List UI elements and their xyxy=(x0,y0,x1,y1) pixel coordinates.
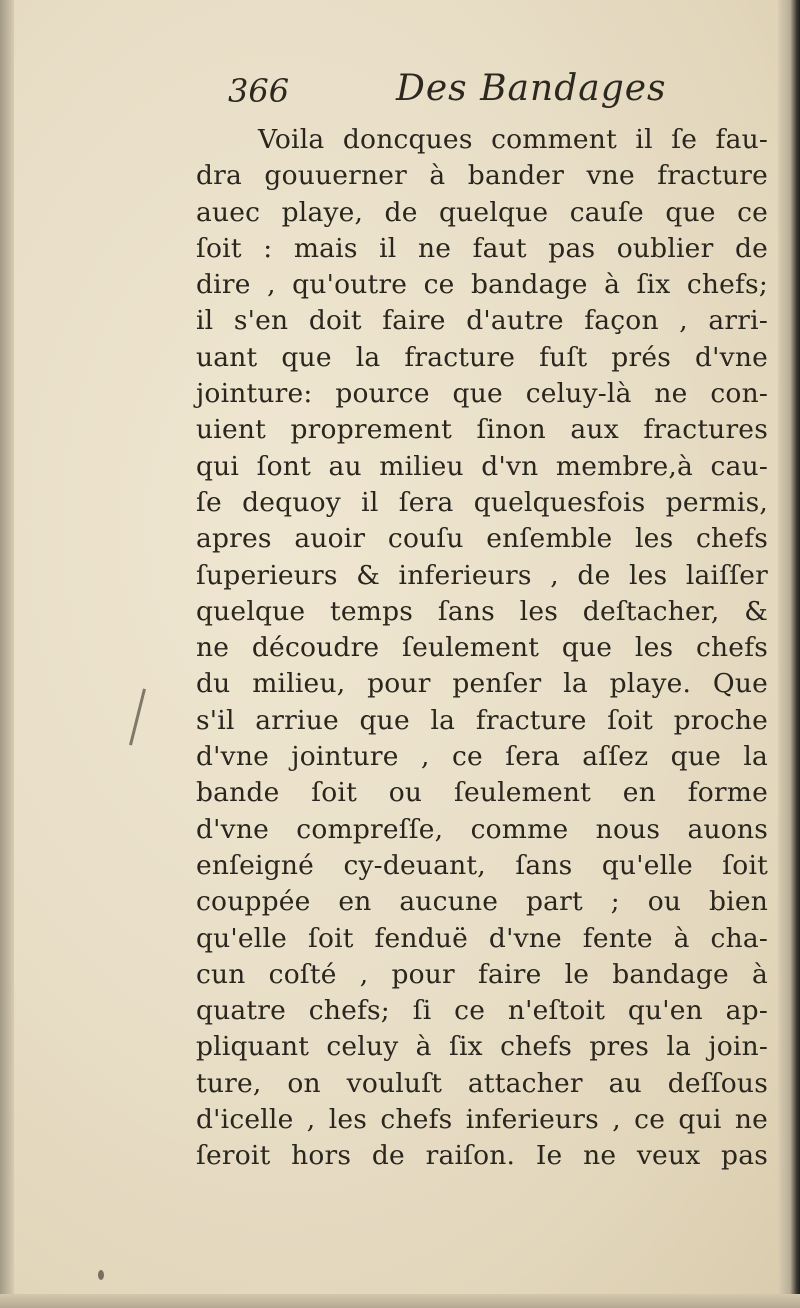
text-line: uant que la fracture fuſt prés d'vne xyxy=(196,341,768,373)
text-line: ſoit : mais il ne faut pas oublier de xyxy=(196,232,768,264)
text-line: cun coſté , pour faire le bandage à xyxy=(196,958,768,990)
page-binding-edge xyxy=(778,0,800,1308)
body-text xyxy=(196,122,768,1175)
ink-smudge xyxy=(98,1270,104,1280)
text-line: ſuperieurs & inferieurs , de les laiſſer xyxy=(196,559,768,591)
text-line: d'vne compreſſe, comme nous auons xyxy=(196,813,768,845)
text-line: ture, on vouluſt attacher au deſſous xyxy=(196,1067,768,1099)
text-line: quelque temps ſans les deſtacher, & xyxy=(196,595,768,627)
text-line: bande ſoit ou ſeulement en forme xyxy=(196,777,768,809)
text-line: auec playe, de quelque cauſe que ce xyxy=(196,196,768,228)
text-line: uient proprement ſinon aux fractures xyxy=(196,414,768,446)
text-line: quatre chefs; ſi ce n'eſtoit qu'en ap- xyxy=(196,995,768,1027)
text-line: apres auoir couſu enſemble les chefs xyxy=(196,523,768,555)
text-line: d'icelle , les chefs inferieurs , ce qui ne xyxy=(196,1104,768,1136)
text-line: qui ſont au milieu d'vn membre,à cau- xyxy=(196,450,768,482)
text-line: qu'elle ſoit fenduë d'vne fente à cha- xyxy=(196,922,768,954)
running-head: Des Bandages xyxy=(396,68,667,109)
text-line: ſe dequoy il ſera quelquesfois permis, xyxy=(196,486,768,518)
page-left-edge xyxy=(0,0,14,1308)
text-line: s'il arriue que la fracture ſoit proche xyxy=(196,704,768,736)
margin-pencil-mark xyxy=(129,688,146,745)
text-line: dra gouuerner à bander vne fracture xyxy=(196,160,768,192)
text-line: d'vne jointure , ce ſera aſſez que la xyxy=(196,741,768,773)
text-line: ne découdre ſeulement que les chefs xyxy=(196,632,768,664)
text-line: pliquant celuy à ſix chefs pres la join- xyxy=(196,1031,768,1063)
text-line: du milieu, pour penſer la playe. Que xyxy=(196,668,768,700)
page-bottom-edge xyxy=(0,1294,800,1308)
text-line: jointure: pource que celuy-là ne con- xyxy=(196,378,768,410)
page-header xyxy=(228,68,668,124)
text-line: couppée en aucune part ; ou bien xyxy=(196,886,768,918)
text-line: dire , qu'outre ce bandage à ſix chefs; xyxy=(196,269,768,301)
page-number: 366 xyxy=(228,72,290,110)
text-line: ſeroit hors de raiſon. Ie ne veux pas xyxy=(196,1140,768,1172)
text-line: enſeigné cy-deuant, ſans qu'elle ſoit xyxy=(196,849,768,881)
text-line: il s'en doit faire d'autre façon , arri- xyxy=(196,305,768,337)
text-line: Voila doncques comment il ſe fau- xyxy=(258,124,768,155)
